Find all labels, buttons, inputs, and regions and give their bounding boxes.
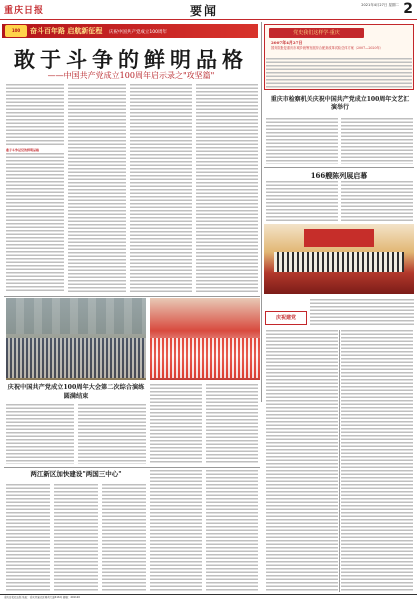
banner-subtitle: 庆祝中国共产党成立100周年	[108, 30, 167, 35]
story-headline: 重庆市检察机关庆祝中国共产党成立100周年文艺汇演举行	[270, 96, 410, 111]
dateline: 2021年4月27日 星期二	[361, 3, 399, 7]
feature-box: 庆祝建党	[265, 311, 307, 325]
newspaper-logo: 重庆日报	[4, 6, 45, 16]
article-text-block	[68, 84, 126, 293]
article-text-block	[266, 330, 338, 592]
article-text-block	[150, 470, 202, 592]
parade-photo	[150, 298, 260, 380]
article-text-block	[6, 404, 74, 464]
article-text-block	[54, 484, 98, 592]
choir-rows	[274, 252, 404, 272]
lead-subhead: ——中国共产党成立100周年启示录之"攻坚篇"	[47, 71, 215, 80]
party-history-badge: 党史我们这样学·重庆	[269, 28, 364, 38]
column-divider	[339, 330, 340, 592]
stage-screen	[304, 229, 374, 247]
article-section-heading: 敢于斗争是党的鲜明品格	[6, 148, 40, 152]
story-headline: 两江新区加快建设"两国三中心"	[30, 470, 122, 478]
article-text-block	[206, 470, 258, 592]
section-name: 要闻	[190, 4, 219, 18]
article-text-block	[341, 118, 413, 164]
lead-headline: 敢于斗争的鲜明品格	[14, 47, 248, 72]
page-footer: 重庆日报社出版 地址：重庆市渝北区同茂大道416号 邮编：401120	[0, 594, 417, 600]
article-text-block	[206, 384, 258, 464]
article-text-block	[130, 84, 192, 293]
banner-title: 奋斗百年路 启航新征程	[30, 27, 103, 35]
article-text-block	[78, 404, 146, 464]
concert-photo	[264, 224, 414, 294]
article-text-block	[150, 384, 202, 464]
article-text-block	[6, 84, 64, 146]
article-text-block	[266, 58, 412, 88]
column-divider	[261, 22, 262, 402]
page-number: 2	[403, 1, 413, 17]
article-text-block	[6, 484, 50, 592]
marching-formation	[6, 338, 146, 378]
article-text-block	[310, 299, 414, 325]
section-divider	[4, 296, 260, 297]
parade-formation	[150, 338, 260, 378]
anniversary-banner	[2, 24, 258, 38]
party-history-title: 国务院批复重庆市城乡统筹发展综合配套改革试验总体方案（2007—2020年）	[271, 46, 383, 50]
party-history-date: 2007年4月27日	[271, 40, 303, 45]
article-text-block	[266, 181, 338, 221]
party-emblem-icon: 100	[5, 25, 27, 37]
article-text-block	[266, 118, 338, 164]
masthead	[0, 0, 417, 20]
section-divider	[4, 467, 260, 468]
article-text-block	[6, 153, 64, 293]
article-text-block	[341, 330, 413, 592]
article-text-block	[102, 484, 146, 592]
story-headline: 庆祝中国共产党成立100周年大会第二次综合演练圆满结束	[7, 384, 145, 400]
article-text-block	[196, 84, 258, 293]
section-divider	[264, 167, 414, 168]
article-text-block	[341, 181, 413, 221]
rehearsal-photo	[6, 298, 146, 380]
story-headline: 166艘陈列展启幕	[310, 171, 368, 180]
background-buildings	[6, 298, 146, 334]
